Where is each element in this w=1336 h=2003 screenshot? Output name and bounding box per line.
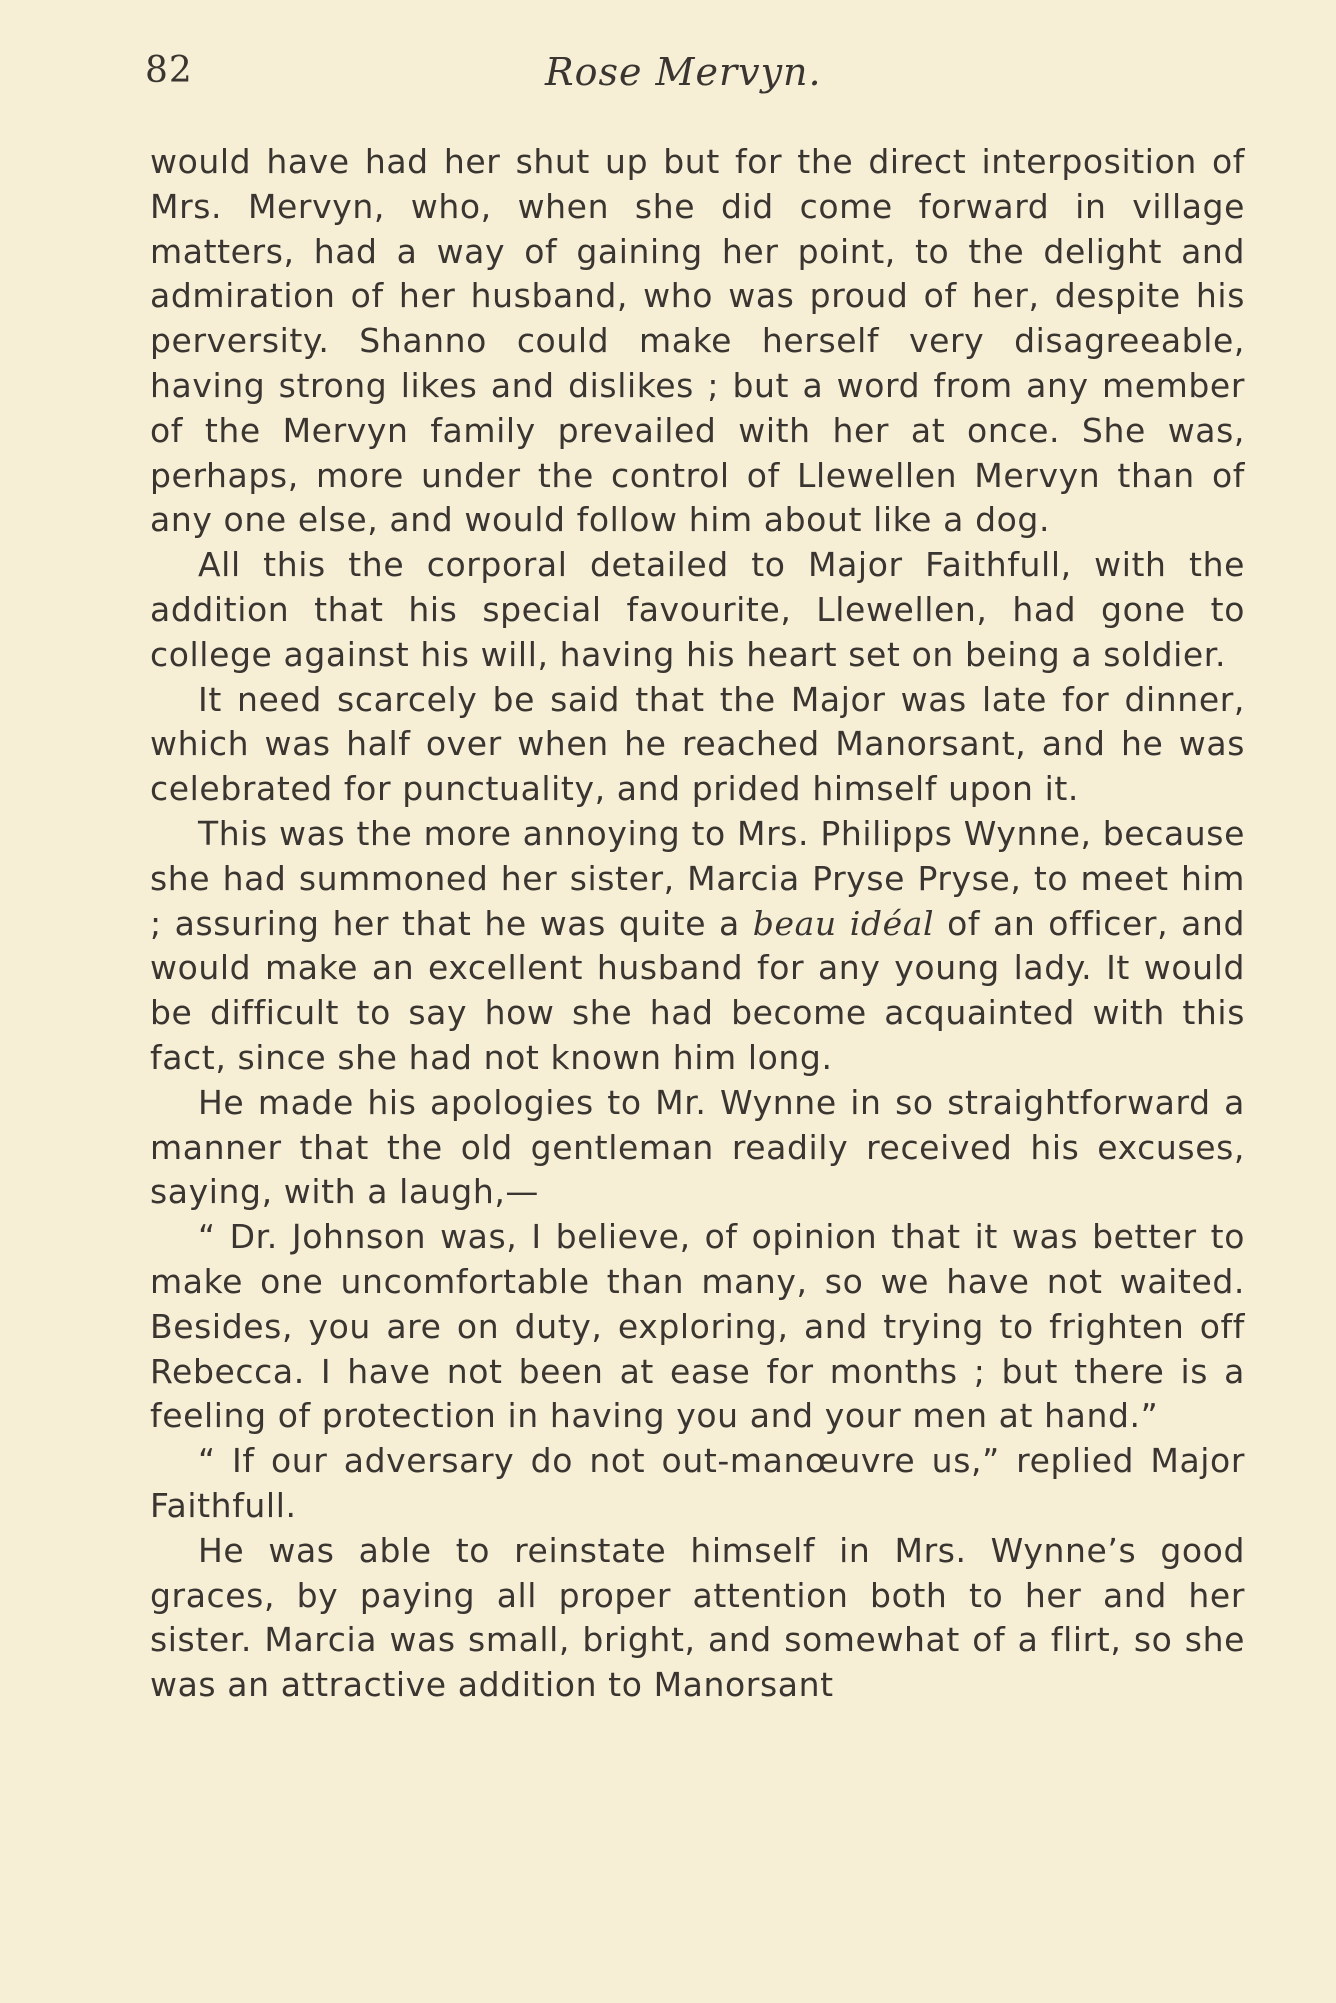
paragraph-5: He made his apologies to Mr. Wynne in so straightforward a manner that the old gentleman readily received his excuses, saying, with a laugh,— [150, 1082, 1245, 1212]
paragraph-6: “ Dr. Johnson was, I believe, of opinion that it was better to make one uncomfortable than many, so we have not waited. Besides, you are on duty, exploring, and trying to frighten off Rebecca. I have not been at ease for months ; but there is a feeling of protection in having you and your men at hand.” [150, 1217, 1245, 1436]
paragraph-4-text-after: of an officer, and would make an excellent husband for any young lady. It would be difficult to say how she had become acquainted with this fact, since she had not known him long. [150, 903, 1245, 1077]
paragraph-1: would have had her shut up but for the direct interposition of Mrs. Mervyn, who, when she did come forward in village matters, had a way of gaining her point, to the delight and admiration of her husband, who was proud of her, despite his perversity. Shanno could make herself very disagreeable, having strong likes and dislikes ; but a word from any member of the Mervyn family prevailed with her at once. She was, perhaps, more under the control of Llewellen Mervyn than of any one else, and would follow him about like a dog. [150, 142, 1245, 540]
page-number: 82 [145, 50, 193, 91]
running-title: Rose Mervyn. [545, 50, 822, 94]
paragraph-3: It need scarcely be said that the Major was late for dinner, which was half over when he reached Manorsant, and he was celebrated for punctuality, and prided himself upon it. [150, 679, 1245, 809]
page-header [145, 50, 1236, 106]
paragraph-2: All this the corporal detailed to Major Faithfull, with the addition that his special favourite, Llewellen, had gone to college against his will, having his heart set on being a soldier. [150, 545, 1245, 674]
paragraph-4-text-before: This was the more annoying to Mrs. Philipps Wynne, because she had summoned her sister, Marcia Pryse Pryse, to meet him ; assuring her that he was quite a [150, 813, 1245, 943]
paragraph-4 [150, 812, 1245, 1081]
body-text [150, 140, 1245, 1708]
paragraph-7: “ If our adversary do not out-manœuvre us,” replied Major Faithfull. [150, 1441, 1245, 1525]
italic-phrase: beau idéal [752, 903, 935, 943]
paragraph-8: He was able to reinstate himself in Mrs. Wynne’s good graces, by paying all proper attention both to her and her sister. Marcia was small, bright, and somewhat of a flirt, so she was an attractive addition to Manorsant [150, 1530, 1245, 1705]
